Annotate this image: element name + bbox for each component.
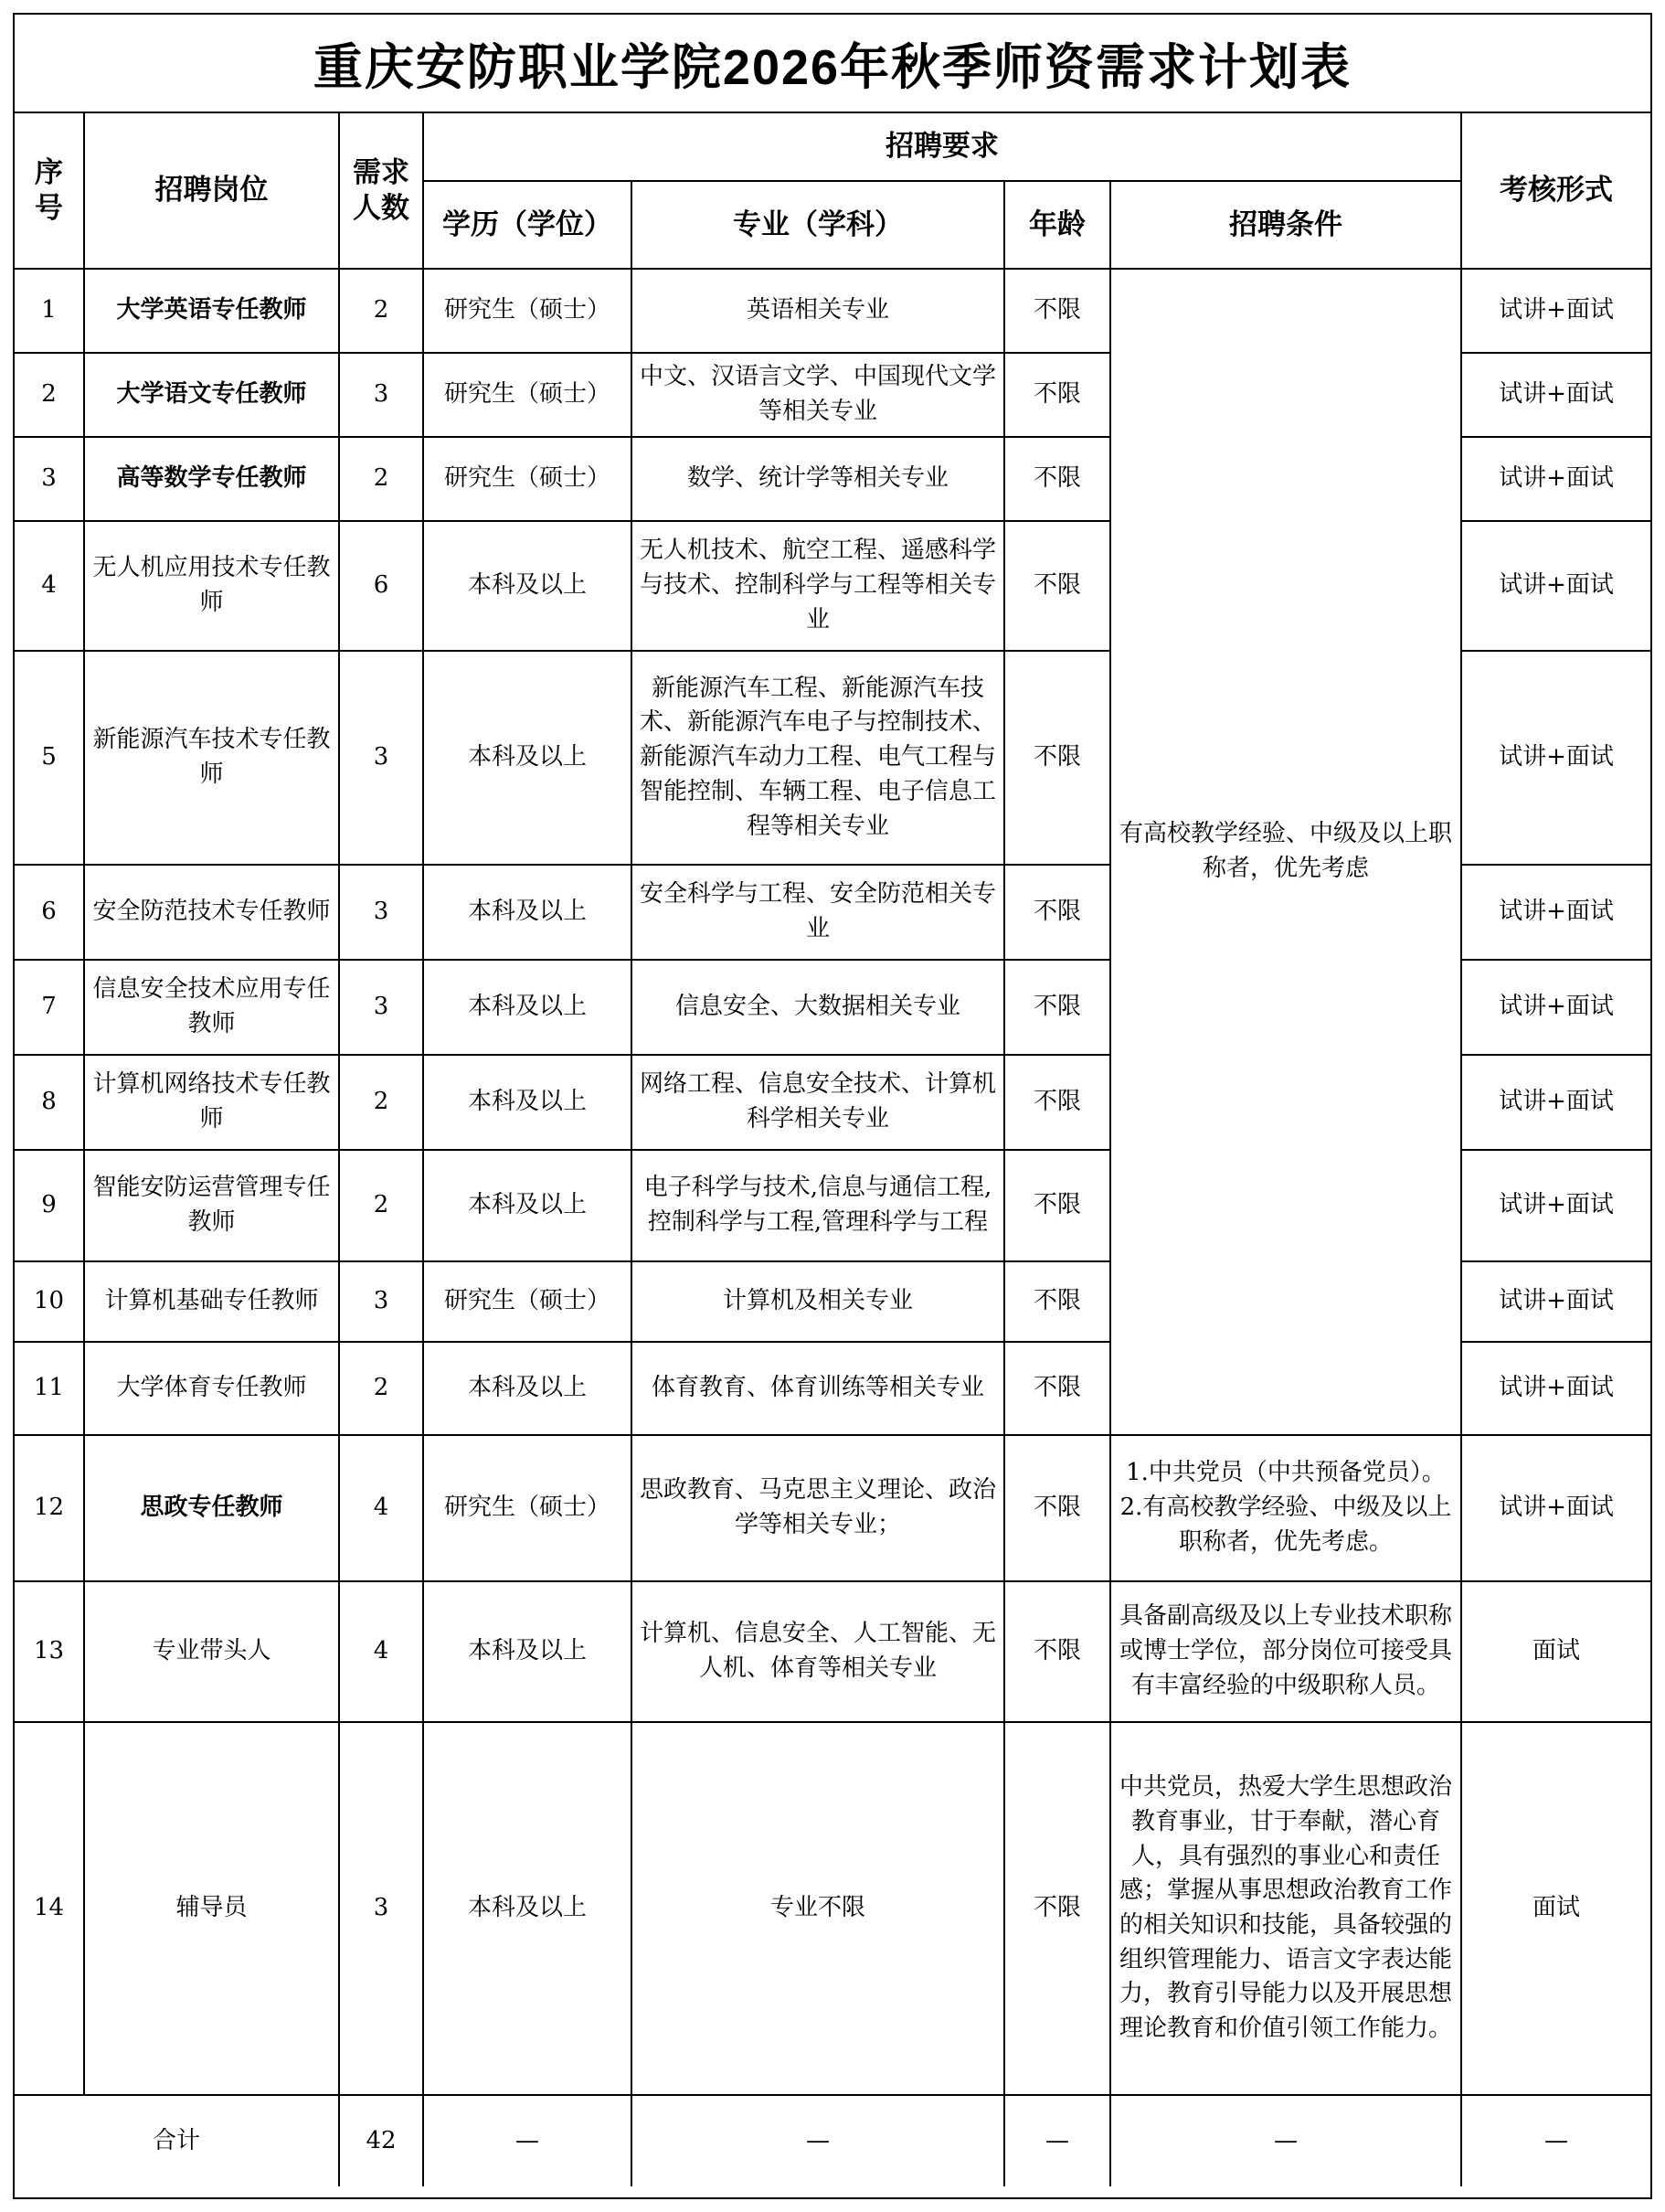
cell-age: 不限 (1004, 437, 1110, 521)
page-title: 重庆安防职业学院2026年秋季师资需求计划表 (313, 39, 1352, 95)
cell-major: 思政教育、马克思主义理论、政治学等相关专业； (631, 1435, 1004, 1581)
cell-age: 不限 (1004, 865, 1110, 960)
header-age: 年龄 (1004, 181, 1110, 269)
cell-assessment: 试讲+面试 (1461, 437, 1650, 521)
cell-post: 安全防范技术专任教师 (84, 865, 339, 960)
cell-major: 无人机技术、航空工程、遥感科学与技术、控制科学与工程等相关专业 (631, 521, 1004, 651)
cell-seq: 12 (15, 1435, 84, 1581)
cell-conditions (1110, 1435, 1461, 1581)
cell-age: 不限 (1004, 521, 1110, 651)
cell-post: 专业带头人 (84, 1581, 339, 1722)
cell-major: 专业不限 (631, 1722, 1004, 2095)
cell-assessment: 试讲+面试 (1461, 651, 1650, 865)
cell-post: 计算机网络技术专任教师 (84, 1055, 339, 1150)
cell-conditions: 具备副高级及以上专业技术职称或博士学位，部分岗位可接受具有丰富经验的中级职称人员。 (1110, 1581, 1461, 1722)
header-requirements: 招聘要求 (423, 113, 1461, 181)
cell-major: 电子科学与技术,信息与通信工程,控制科学与工程,管理科学与工程 (631, 1150, 1004, 1261)
cell-age: 不限 (1004, 960, 1110, 1055)
cell-major: 计算机、信息安全、人工智能、无人机、体育等相关专业 (631, 1581, 1004, 1722)
table-row (15, 1722, 1650, 2095)
cell-age: 不限 (1004, 1261, 1110, 1342)
cell-education: 本科及以上 (423, 960, 631, 1055)
cell-education: 本科及以上 (423, 651, 631, 865)
cell-major: 计算机及相关专业 (631, 1261, 1004, 1342)
cell-count: 3 (339, 1261, 423, 1342)
cell-age: 不限 (1004, 353, 1110, 437)
cell-count: 3 (339, 1722, 423, 2095)
cell-age: 不限 (1004, 1435, 1110, 1581)
cell-seq: 5 (15, 651, 84, 865)
cell-seq: 14 (15, 1722, 84, 2095)
cell-age: 不限 (1004, 651, 1110, 865)
cell-age: 不限 (1004, 1150, 1110, 1261)
cell-count: 4 (339, 1581, 423, 1722)
cell-seq: 4 (15, 521, 84, 651)
total-education: — (423, 2095, 631, 2186)
cell-education: 本科及以上 (423, 1581, 631, 1722)
cell-conditions: 中共党员，热爱大学生思想政治教育事业，甘于奉献，潜心育人，具有强烈的事业心和责任感；掌握从事思想政治教育工作的相关知识和技能，具备较强的组织管理能力、语言文字表达能力，教育引导能力以及开展思想理论教育和价值引领工作能力。 (1110, 1722, 1461, 2095)
cell-seq: 3 (15, 437, 84, 521)
cell-count: 2 (339, 437, 423, 521)
cell-seq: 9 (15, 1150, 84, 1261)
cell-major: 信息安全、大数据相关专业 (631, 960, 1004, 1055)
cell-seq: 7 (15, 960, 84, 1055)
cell-assessment: 试讲+面试 (1461, 353, 1650, 437)
cell-major: 网络工程、信息安全技术、计算机科学相关专业 (631, 1055, 1004, 1150)
title-bar (15, 15, 1650, 113)
cell-count: 3 (339, 353, 423, 437)
cell-assessment: 试讲+面试 (1461, 1435, 1650, 1581)
cell-major: 中文、汉语言文学、中国现代文学等相关专业 (631, 353, 1004, 437)
cell-assessment: 试讲+面试 (1461, 1342, 1650, 1435)
cell-seq: 11 (15, 1342, 84, 1435)
cell-post: 无人机应用技术专任教师 (84, 521, 339, 651)
cell-age: 不限 (1004, 1581, 1110, 1722)
table-row (15, 1581, 1650, 1722)
cell-education: 本科及以上 (423, 1150, 631, 1261)
total-count: 42 (339, 2095, 423, 2186)
cell-post: 计算机基础专任教师 (84, 1261, 339, 1342)
cell-major: 体育教育、体育训练等相关专业 (631, 1342, 1004, 1435)
cell-count: 2 (339, 1055, 423, 1150)
total-conditions: — (1110, 2095, 1461, 2186)
cell-education: 本科及以上 (423, 1342, 631, 1435)
cell-assessment: 试讲+面试 (1461, 1261, 1650, 1342)
cell-education: 本科及以上 (423, 865, 631, 960)
cell-post: 智能安防运营管理专任教师 (84, 1150, 339, 1261)
cell-seq: 8 (15, 1055, 84, 1150)
header-conditions: 招聘条件 (1110, 181, 1461, 269)
cell-assessment: 试讲+面试 (1461, 1150, 1650, 1261)
cell-assessment: 试讲+面试 (1461, 521, 1650, 651)
total-age: — (1004, 2095, 1110, 2186)
cell-count: 2 (339, 269, 423, 353)
cell-assessment: 面试 (1461, 1581, 1650, 1722)
cell-count: 3 (339, 865, 423, 960)
header-assessment: 考核形式 (1461, 113, 1650, 269)
cell-seq: 1 (15, 269, 84, 353)
cell-major: 数学、统计学等相关专业 (631, 437, 1004, 521)
cell-major: 英语相关专业 (631, 269, 1004, 353)
cell-major: 安全科学与工程、安全防范相关专业 (631, 865, 1004, 960)
cell-count: 3 (339, 960, 423, 1055)
cell-post: 思政专任教师 (84, 1435, 339, 1581)
condition-line-1: 1.中共党员（中共预备党员）。 (1126, 1459, 1446, 1487)
cell-count: 3 (339, 651, 423, 865)
cell-seq: 2 (15, 353, 84, 437)
cell-age: 不限 (1004, 1342, 1110, 1435)
recruitment-table (15, 113, 1650, 2186)
cell-post: 新能源汽车技术专任教师 (84, 651, 339, 865)
header-row-1 (15, 113, 1650, 181)
cell-post: 高等数学专任教师 (84, 437, 339, 521)
cell-assessment: 试讲+面试 (1461, 1055, 1650, 1150)
cell-education: 本科及以上 (423, 1722, 631, 2095)
cell-education: 研究生（硕士） (423, 269, 631, 353)
header-count: 需求人数 (339, 113, 423, 269)
cell-count: 6 (339, 521, 423, 651)
cell-seq: 10 (15, 1261, 84, 1342)
header-post: 招聘岗位 (84, 113, 339, 269)
cell-post: 信息安全技术应用专任教师 (84, 960, 339, 1055)
table-row (15, 269, 1650, 353)
condition-line-2: 2.有高校教学经验、中级及以上职称者，优先考虑。 (1119, 1494, 1452, 1556)
shared-condition-cell: 有高校教学经验、中级及以上职称者，优先考虑 (1110, 269, 1461, 1435)
cell-age: 不限 (1004, 1055, 1110, 1150)
cell-count: 2 (339, 1150, 423, 1261)
table-row (15, 1435, 1650, 1581)
total-assessment: — (1461, 2095, 1650, 2186)
cell-age: 不限 (1004, 1722, 1110, 2095)
cell-post: 辅导员 (84, 1722, 339, 2095)
cell-education: 研究生（硕士） (423, 353, 631, 437)
cell-education: 本科及以上 (423, 1055, 631, 1150)
cell-post: 大学语文专任教师 (84, 353, 339, 437)
cell-major: 新能源汽车工程、新能源汽车技术、新能源汽车电子与控制技术、新能源汽车动力工程、电气工程与智能控制、车辆工程、电子信息工程等相关专业 (631, 651, 1004, 865)
total-major: — (631, 2095, 1004, 2186)
cell-post: 大学英语专任教师 (84, 269, 339, 353)
cell-education: 研究生（硕士） (423, 1435, 631, 1581)
cell-age: 不限 (1004, 269, 1110, 353)
total-row (15, 2095, 1650, 2186)
header-major: 专业（学科） (631, 181, 1004, 269)
cell-assessment: 试讲+面试 (1461, 960, 1650, 1055)
recruitment-plan-sheet (13, 13, 1652, 2199)
cell-assessment: 面试 (1461, 1722, 1650, 2095)
cell-post: 大学体育专任教师 (84, 1342, 339, 1435)
cell-education: 研究生（硕士） (423, 1261, 631, 1342)
cell-education: 本科及以上 (423, 521, 631, 651)
cell-count: 2 (339, 1342, 423, 1435)
cell-assessment: 试讲+面试 (1461, 865, 1650, 960)
header-seq: 序号 (15, 113, 84, 269)
cell-count: 4 (339, 1435, 423, 1581)
cell-seq: 6 (15, 865, 84, 960)
cell-assessment: 试讲+面试 (1461, 269, 1650, 353)
header-education: 学历（学位） (423, 181, 631, 269)
cell-seq: 13 (15, 1581, 84, 1722)
total-label: 合计 (15, 2095, 339, 2186)
cell-education: 研究生（硕士） (423, 437, 631, 521)
